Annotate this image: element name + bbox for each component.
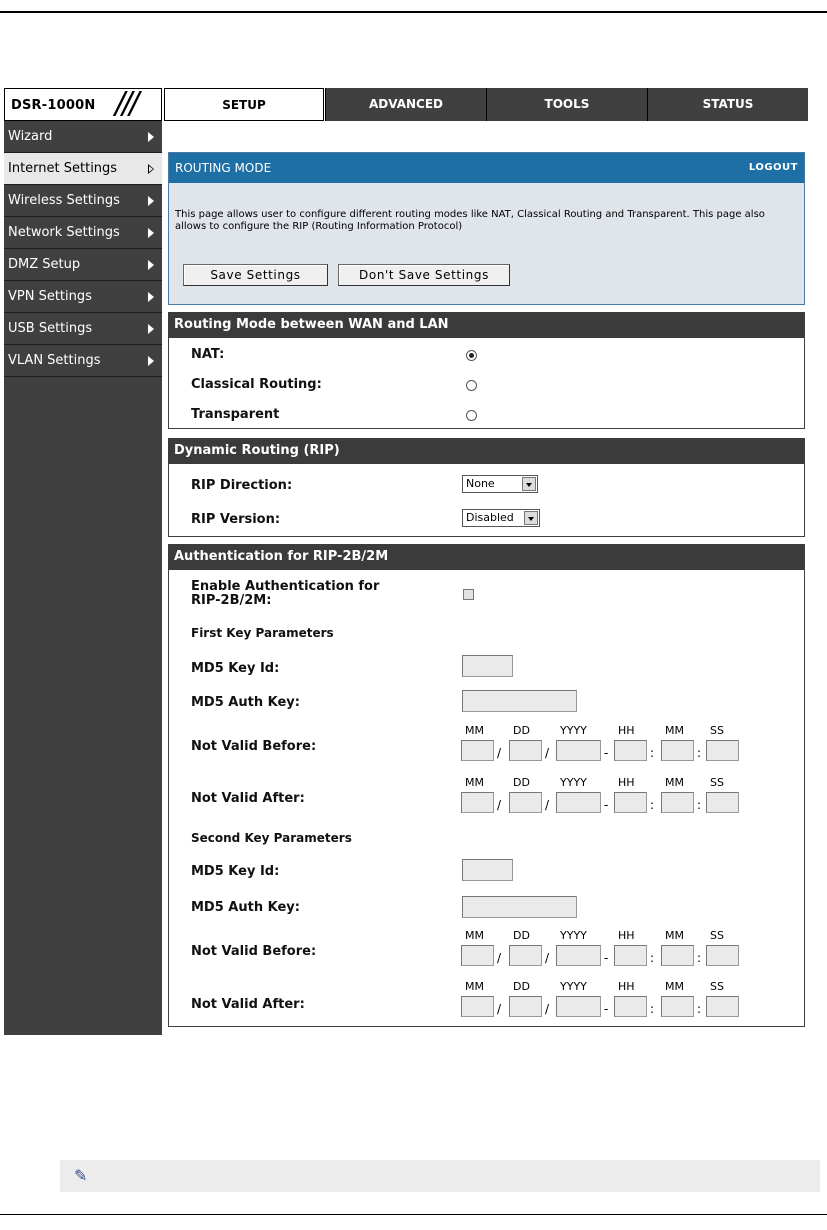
sidebar-item-label: VPN Settings	[8, 289, 92, 304]
page-description: This page allows user to configure different routing modes like NAT, Classical Routing and Transparent. This page also allows to configure the RIP (Routing Information Protocol)	[175, 209, 765, 232]
datetime-field-input[interactable]	[509, 945, 542, 966]
enable-auth-label	[191, 580, 379, 608]
datetime-separator: /	[545, 746, 550, 760]
second-md5-auth-key-label: MD5 Auth Key:	[191, 900, 300, 915]
datetime-field-input[interactable]	[556, 945, 601, 966]
datetime-field-label: DD	[513, 980, 530, 993]
logout-link[interactable]: LOGOUT	[748, 162, 798, 173]
sidebar-item-network-settings[interactable]	[4, 217, 162, 249]
datetime-field-input[interactable]	[706, 996, 739, 1017]
rip-direction-label: RIP Direction:	[191, 478, 293, 493]
datetime-separator: /	[497, 951, 502, 965]
datetime-field-label: MM	[665, 929, 684, 942]
datetime-field-input[interactable]	[556, 740, 601, 761]
sidebar-item-label: Wireless Settings	[8, 193, 120, 208]
datetime-field-label: DD	[513, 929, 530, 942]
datetime-separator: :	[650, 798, 655, 812]
datetime-field-input[interactable]	[661, 792, 694, 813]
sidebar-item-wireless-settings[interactable]	[4, 185, 162, 217]
sidebar-item-label: Network Settings	[8, 225, 120, 240]
datetime-field-label: DD	[513, 776, 530, 789]
datetime-field-input[interactable]	[661, 740, 694, 761]
datetime-field-label: MM	[665, 724, 684, 737]
chevron-down-icon	[522, 477, 536, 491]
datetime-separator: -	[604, 798, 609, 812]
datetime-field-label: MM	[465, 929, 484, 942]
datetime-separator: :	[650, 1002, 655, 1016]
brand-slash-graphic: ///	[115, 86, 137, 121]
datetime-field-input[interactable]	[461, 945, 494, 966]
rip-section-title: Dynamic Routing (RIP)	[168, 438, 805, 464]
datetime-field-label: SS	[710, 929, 724, 942]
datetime-separator: :	[650, 746, 655, 760]
datetime-separator: /	[497, 798, 502, 812]
datetime-field-label: MM	[665, 776, 684, 789]
datetime-field-label: SS	[710, 724, 724, 737]
datetime-separator: :	[697, 1002, 702, 1016]
first-not-valid-before-datetime	[461, 724, 751, 768]
arrow-right-icon	[148, 356, 154, 366]
page-header-rule	[0, 11, 827, 13]
arrow-right-icon	[148, 132, 154, 142]
sidebar-item-vlan-settings[interactable]	[4, 345, 162, 377]
datetime-separator: /	[545, 798, 550, 812]
datetime-separator: /	[545, 951, 550, 965]
datetime-field-input[interactable]	[706, 740, 739, 761]
top-navigation	[4, 88, 808, 121]
second-not-valid-before-label: Not Valid Before:	[191, 944, 317, 959]
datetime-field-input[interactable]	[509, 740, 542, 761]
datetime-field-label: SS	[710, 776, 724, 789]
datetime-field-label: YYYY	[560, 776, 587, 789]
auth-section-title: Authentication for RIP-2B/2M	[168, 544, 805, 570]
enable-auth-label-line2: RIP-2B/2M:	[191, 593, 272, 608]
save-settings-button[interactable]: Save Settings	[183, 264, 328, 286]
datetime-field-input[interactable]	[706, 792, 739, 813]
datetime-separator: -	[604, 1002, 609, 1016]
arrow-right-icon	[148, 196, 154, 206]
sidebar-item-label: USB Settings	[8, 321, 93, 336]
first-not-valid-after-datetime	[461, 776, 751, 820]
datetime-separator: :	[697, 951, 702, 965]
second-md5-key-id-input[interactable]	[462, 859, 513, 881]
classical-routing-label: Classical Routing:	[191, 377, 322, 392]
page-title: ROUTING MODE	[175, 161, 272, 175]
enable-auth-checkbox[interactable]	[463, 589, 474, 600]
datetime-field-label: DD	[513, 724, 530, 737]
page-footer-rule	[0, 1214, 827, 1215]
chevron-down-icon	[524, 511, 538, 525]
second-key-title: Second Key Parameters	[191, 831, 352, 845]
datetime-field-label: HH	[618, 980, 635, 993]
arrow-right-icon	[148, 228, 154, 238]
datetime-separator: :	[650, 951, 655, 965]
datetime-separator: :	[697, 746, 702, 760]
tab-advanced[interactable]: ADVANCED	[325, 88, 486, 121]
routing-mode-info-box	[168, 152, 805, 305]
first-md5-key-id-input[interactable]	[462, 655, 513, 677]
sidebar-item-usb-settings[interactable]	[4, 313, 162, 345]
rip-version-value: Disabled	[466, 511, 514, 524]
transparent-label: Transparent	[191, 407, 280, 422]
second-md5-auth-key-input[interactable]	[462, 896, 577, 918]
datetime-field-input[interactable]	[461, 740, 494, 761]
datetime-field-input[interactable]	[614, 945, 647, 966]
brand-name: DSR-1000N	[11, 98, 96, 113]
datetime-field-input[interactable]	[661, 945, 694, 966]
sidebar-item-label: VLAN Settings	[8, 353, 101, 368]
sidebar-item-vpn-settings[interactable]	[4, 281, 162, 313]
brand-logo	[4, 88, 162, 121]
tab-setup[interactable]: SETUP	[164, 88, 324, 121]
rip-version-select[interactable]	[462, 509, 540, 527]
note-bar	[60, 1160, 820, 1192]
datetime-field-label: MM	[465, 776, 484, 789]
info-header	[169, 153, 804, 183]
rip-direction-value: None	[466, 477, 495, 490]
datetime-field-label: YYYY	[560, 929, 587, 942]
datetime-field-label: MM	[465, 724, 484, 737]
datetime-field-label: YYYY	[560, 980, 587, 993]
datetime-field-label: MM	[665, 980, 684, 993]
datetime-field-input[interactable]	[509, 996, 542, 1017]
sidebar-item-label: Internet Settings	[8, 161, 118, 176]
sidebar-item-label: Wizard	[8, 129, 53, 144]
first-not-valid-before-label: Not Valid Before:	[191, 739, 317, 754]
sidebar-item-wizard[interactable]	[4, 121, 162, 153]
rip-direction-select[interactable]	[462, 475, 538, 493]
datetime-field-input[interactable]	[614, 740, 647, 761]
datetime-separator: /	[497, 746, 502, 760]
datetime-field-input[interactable]	[461, 996, 494, 1017]
second-not-valid-after-label: Not Valid After:	[191, 997, 305, 1012]
datetime-field-label: SS	[710, 980, 724, 993]
datetime-field-label: HH	[618, 929, 635, 942]
rip-version-label: RIP Version:	[191, 512, 281, 527]
datetime-separator: /	[545, 1002, 550, 1016]
first-md5-auth-key-label: MD5 Auth Key:	[191, 695, 300, 710]
datetime-field-label: MM	[465, 980, 484, 993]
second-md5-key-id-label: MD5 Key Id:	[191, 864, 280, 879]
pencil-note-icon: ✎	[74, 1166, 88, 1185]
datetime-separator: /	[497, 1002, 502, 1016]
datetime-field-input[interactable]	[509, 792, 542, 813]
arrow-right-outline-icon	[148, 164, 154, 174]
arrow-right-icon	[148, 260, 154, 270]
datetime-separator: :	[697, 798, 702, 812]
datetime-separator: -	[604, 951, 609, 965]
datetime-field-label: YYYY	[560, 724, 587, 737]
classical-routing-radio[interactable]	[466, 380, 477, 391]
sidebar-item-label: DMZ Setup	[8, 257, 81, 272]
first-not-valid-after-label: Not Valid After:	[191, 791, 305, 806]
datetime-field-input[interactable]	[706, 945, 739, 966]
auth-section	[168, 570, 805, 1027]
arrow-right-icon	[148, 292, 154, 302]
arrow-right-icon	[148, 324, 154, 334]
datetime-field-input[interactable]	[461, 792, 494, 813]
first-md5-key-id-label: MD5 Key Id:	[191, 661, 280, 676]
nat-label: NAT:	[191, 347, 225, 362]
first-key-title: First Key Parameters	[191, 626, 334, 640]
second-not-valid-before-datetime	[461, 929, 751, 973]
routing-mode-section-title: Routing Mode between WAN and LAN	[168, 312, 805, 338]
datetime-field-input[interactable]	[661, 996, 694, 1017]
tab-status[interactable]: STATUS	[647, 88, 808, 121]
first-md5-auth-key-input[interactable]	[462, 690, 577, 712]
datetime-separator: -	[604, 746, 609, 760]
nat-radio[interactable]	[466, 350, 477, 361]
routing-mode-section	[168, 338, 805, 429]
sidebar-item-dmz-setup[interactable]	[4, 249, 162, 281]
datetime-field-input[interactable]	[556, 792, 601, 813]
dont-save-settings-button[interactable]: Don't Save Settings	[338, 264, 510, 286]
datetime-field-input[interactable]	[614, 996, 647, 1017]
enable-auth-label-line1: Enable Authentication for	[191, 579, 380, 594]
datetime-field-label: HH	[618, 724, 635, 737]
datetime-field-input[interactable]	[614, 792, 647, 813]
sidebar-item-internet-settings[interactable]	[4, 153, 162, 185]
tab-tools[interactable]: TOOLS	[486, 88, 647, 121]
datetime-field-input[interactable]	[556, 996, 601, 1017]
second-not-valid-after-datetime	[461, 980, 751, 1024]
datetime-field-label: HH	[618, 776, 635, 789]
sidebar	[4, 121, 162, 1035]
transparent-radio[interactable]	[466, 410, 477, 421]
rip-section	[168, 464, 805, 537]
